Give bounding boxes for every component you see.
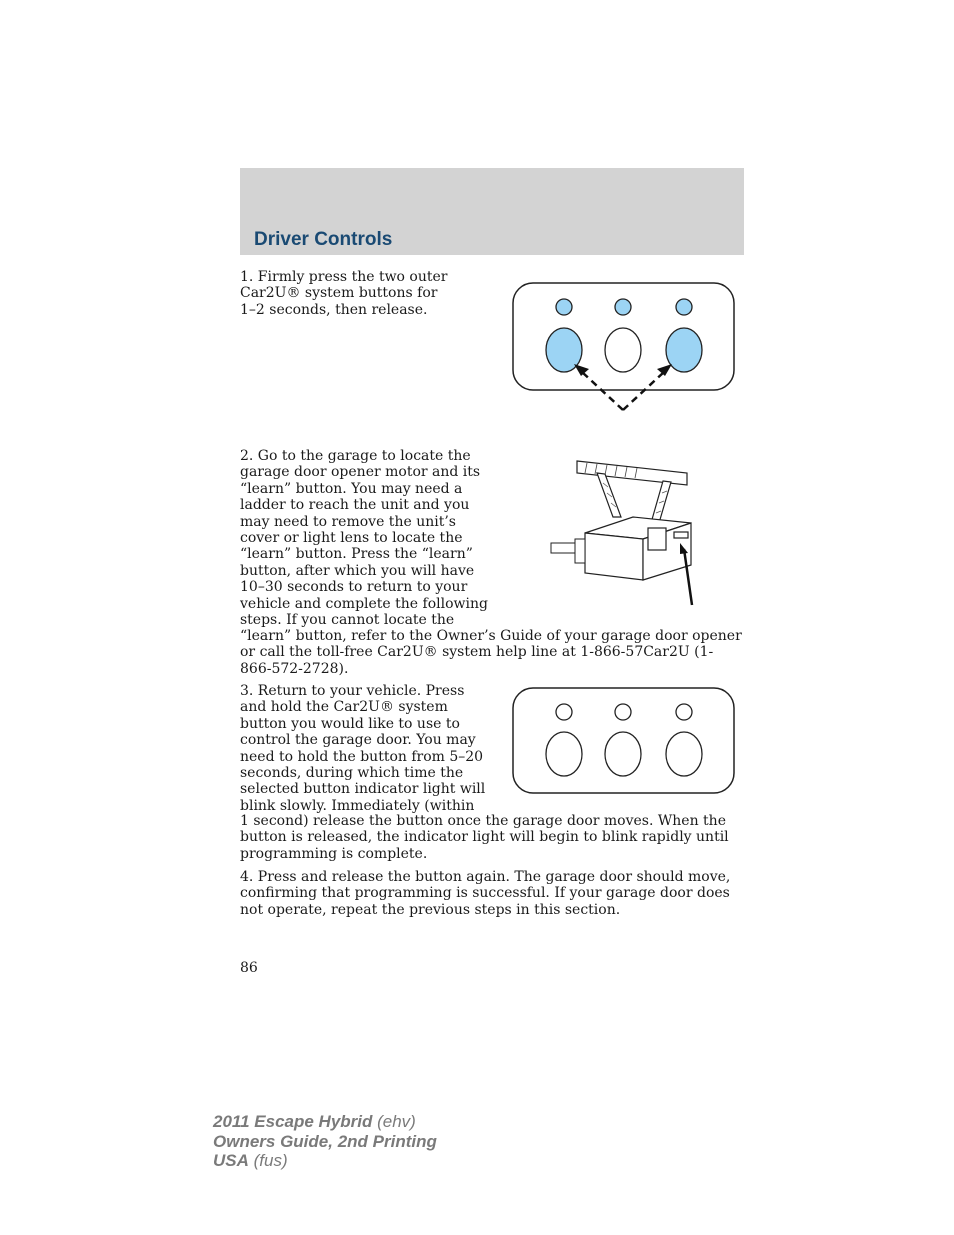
step-1-text: 1. Firmly press the two outer Car2U® system buttons for 1–2 seconds, then release. xyxy=(240,269,448,318)
step-3-text: 3. Return to your vehicle. Press and hold the Car2U® system button you would like to use to control the garage door. You may need to hold the button from 5–20 seconds, during which time the selected button indicator light will blink slowly. Immediately (within xyxy=(240,683,486,814)
footer-region-code: (fus) xyxy=(248,1151,288,1170)
footer-model-code: (ehv) xyxy=(372,1112,416,1131)
section-header xyxy=(240,168,744,255)
footer-model: 2011 Escape Hybrid xyxy=(213,1112,373,1131)
step-2-continued: “learn” button, refer to the Owner’s Guide of your garage door opener or call the toll-free Car2U® system help line at 1-866-57Car2U (1-866-572-2728). xyxy=(240,628,742,677)
step-2-text: 2. Go to the garage to locate the garage door opener motor and its “learn” button. You may need a ladder to reach the unit and you may need to remove the unit’s cover or light lens to locate the “learn” button. Press the “learn” button, after which you will have 10–30 seconds to return to your vehicle and complete the following steps. If you cannot locate the xyxy=(240,448,488,629)
car2u-buttons-outer-highlighted-figure xyxy=(510,280,740,415)
garage-opener-motor-figure xyxy=(545,455,705,610)
section-title: Driver Controls xyxy=(254,229,393,250)
step-3-continued: 1 second) release the button once the garage door moves. When the button is released, the indicator light will begin to blink rapidly until programming is complete. xyxy=(240,813,729,862)
footer-region: USA xyxy=(213,1151,249,1170)
footer-guide: Owners Guide, 2nd Printing xyxy=(213,1131,437,1151)
car2u-buttons-figure xyxy=(510,685,740,797)
step-4-text: 4. Press and release the button again. The garage door should move, confirming that programming is successful. If your garage door does not operate, repeat the previous steps in this section. xyxy=(240,869,731,918)
document-footer xyxy=(213,1112,437,1171)
page-number: 86 xyxy=(240,960,258,976)
